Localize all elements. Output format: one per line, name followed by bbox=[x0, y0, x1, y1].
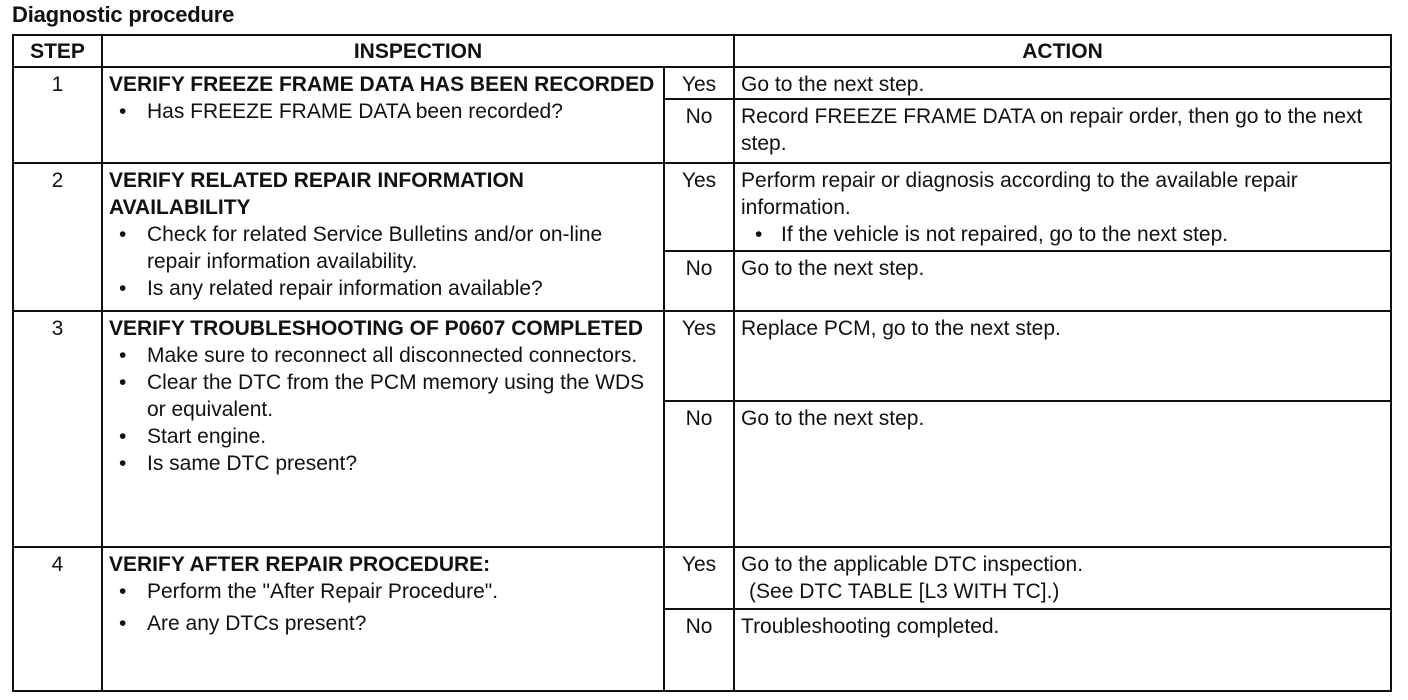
yes-action: Go to the next step. bbox=[734, 67, 1391, 99]
no-label: No bbox=[664, 609, 734, 691]
inspection-cell bbox=[102, 67, 664, 163]
yes-action-reference: (See DTC TABLE [L3 WITH TC].) bbox=[749, 580, 1060, 603]
list-item: • Clear the DTC from the PCM memory using the WDS or equivalent. bbox=[147, 369, 655, 423]
inspection-cell bbox=[102, 163, 664, 311]
yes-label: Yes bbox=[664, 67, 734, 99]
table-row bbox=[13, 67, 1391, 99]
no-action: Go to the next step. bbox=[734, 251, 1391, 311]
yes-label: Yes bbox=[664, 547, 734, 609]
inspection-list bbox=[109, 578, 655, 637]
action-list bbox=[741, 221, 1382, 248]
inspection-heading: VERIFY RELATED REPAIR INFORMATION AVAILABILITY bbox=[109, 169, 524, 219]
inspection-list bbox=[109, 221, 655, 302]
header-inspection: INSPECTION bbox=[102, 35, 734, 67]
diagnostic-table bbox=[12, 34, 1392, 692]
header-action: ACTION bbox=[734, 35, 1391, 67]
list-item: • Is same DTC present? bbox=[147, 450, 655, 477]
no-action: Go to the next step. bbox=[734, 401, 1391, 547]
inspection-list bbox=[109, 98, 655, 125]
yes-action: Go to the applicable DTC inspection. bbox=[741, 553, 1084, 576]
no-action: Record FREEZE FRAME DATA on repair order, then go to the next step. bbox=[734, 99, 1391, 163]
inspection-list bbox=[109, 342, 655, 477]
page-title: Diagnostic procedure bbox=[12, 2, 235, 27]
inspection-cell bbox=[102, 311, 664, 547]
inspection-heading: VERIFY AFTER REPAIR PROCEDURE: bbox=[109, 553, 491, 576]
list-item: • Make sure to reconnect all disconnected connectors. bbox=[147, 342, 655, 369]
no-action: Troubleshooting completed. bbox=[734, 609, 1391, 691]
header-row bbox=[13, 35, 1391, 67]
table-row bbox=[13, 163, 1391, 251]
no-label: No bbox=[664, 401, 734, 547]
table-row bbox=[13, 311, 1391, 401]
no-label: No bbox=[664, 251, 734, 311]
list-item: • Perform the "After Repair Procedure". bbox=[147, 578, 655, 605]
yes-label: Yes bbox=[664, 163, 734, 251]
yes-action-cell bbox=[734, 163, 1391, 251]
yes-label: Yes bbox=[664, 311, 734, 401]
list-item: • If the vehicle is not repaired, go to the next step. bbox=[781, 221, 1382, 248]
no-label: No bbox=[664, 99, 734, 163]
step-number: 1 bbox=[13, 67, 102, 163]
table-row bbox=[13, 547, 1391, 609]
step-number: 4 bbox=[13, 547, 102, 691]
step-number: 3 bbox=[13, 311, 102, 547]
step-number: 2 bbox=[13, 163, 102, 311]
list-item: • Start engine. bbox=[147, 423, 655, 450]
list-item: • Check for related Service Bulletins and/or on-line repair information availability. bbox=[147, 221, 655, 275]
header-step: STEP bbox=[13, 35, 102, 67]
inspection-heading: VERIFY TROUBLESHOOTING OF P0607 COMPLETED bbox=[109, 317, 644, 340]
list-item: • Is any related repair information available? bbox=[147, 275, 655, 302]
inspection-cell bbox=[102, 547, 664, 691]
list-item: • Are any DTCs present? bbox=[147, 610, 655, 637]
inspection-heading: VERIFY FREEZE FRAME DATA HAS BEEN RECORDED bbox=[109, 73, 655, 96]
yes-action: Perform repair or diagnosis according to the available repair information. bbox=[741, 169, 1298, 219]
yes-action: Replace PCM, go to the next step. bbox=[734, 311, 1391, 401]
list-item: • Has FREEZE FRAME DATA been recorded? bbox=[147, 98, 655, 125]
yes-action-cell bbox=[734, 547, 1391, 609]
